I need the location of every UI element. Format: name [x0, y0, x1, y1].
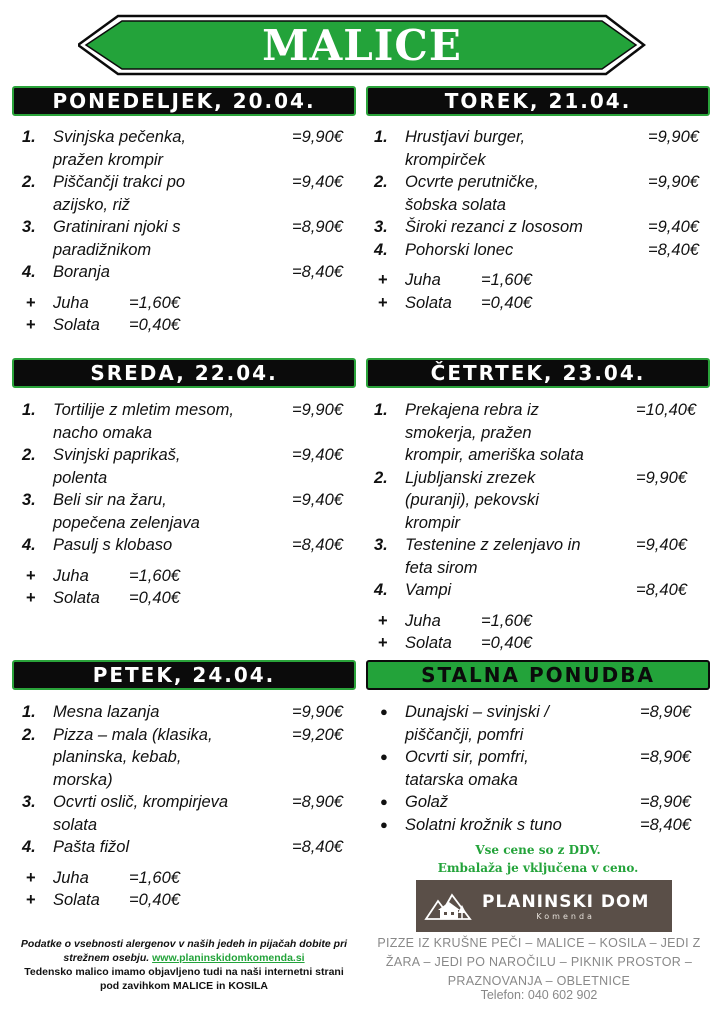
item-price: =9,40€	[292, 446, 343, 464]
logo-subtitle: Komenda	[536, 911, 595, 921]
item-name: Golaž	[405, 793, 449, 811]
extra-name: Solata	[53, 589, 100, 607]
menu-item	[374, 579, 710, 602]
extra-name: Juha	[405, 611, 441, 630]
item-number: 1.	[374, 128, 388, 146]
stalna-ponudba-menu	[374, 701, 710, 836]
menu-item	[22, 126, 356, 171]
item-price: =9,40€	[648, 218, 699, 236]
menu-item	[22, 836, 356, 859]
item-number: 4.	[22, 536, 36, 554]
item-name: Pašta fižol	[53, 838, 130, 856]
item-number: 4.	[374, 240, 388, 259]
plus-sign: +	[26, 589, 36, 607]
stalna-item	[374, 814, 710, 837]
extra-price: =1,60€	[129, 293, 180, 312]
menu-item	[374, 216, 710, 239]
item-name: Hrustjavi burger, krompirček	[405, 128, 526, 169]
extra-price: =0,40€	[129, 316, 180, 334]
item-price: =10,40€	[636, 401, 697, 419]
item-name: Prekajena rebra iz smokerja, pražen krompir, ameriška solata	[405, 401, 584, 464]
monday-header: PONEDELJEK, 20.04.	[12, 86, 356, 116]
item-number: 3.	[374, 218, 388, 236]
stalna-ponudba-header: STALNA PONUDBA	[366, 660, 710, 690]
thursday-menu	[374, 399, 710, 655]
item-price: =9,90€	[292, 703, 343, 721]
extra-price: =0,40€	[481, 634, 532, 652]
menu-item	[374, 126, 710, 171]
vat-note: Vse cene so z DDV.	[475, 843, 601, 857]
extra-item	[22, 587, 356, 610]
extra-price: =0,40€	[129, 891, 180, 909]
item-number: 3.	[22, 491, 36, 509]
plus-sign: +	[378, 634, 388, 652]
extra-price: =0,40€	[481, 293, 532, 312]
extra-price: =1,60€	[129, 566, 180, 585]
menu-item	[22, 216, 356, 261]
item-name: Gratinirani njoki s paradižnikom	[53, 218, 181, 259]
item-name: Ocvrti sir, pomfri, tatarska omaka	[405, 748, 529, 789]
extra-name: Solata	[405, 634, 452, 652]
extra-item	[22, 565, 356, 588]
item-price: =9,20€	[292, 725, 343, 744]
extra-item	[22, 314, 356, 337]
item-name: Vampi	[405, 581, 452, 599]
item-price: =8,40€	[640, 815, 691, 834]
extra-name: Juha	[53, 293, 89, 312]
extra-item	[22, 867, 356, 890]
item-name: Piščančji trakci po azijsko, riž	[53, 173, 186, 214]
item-price: =8,90€	[640, 748, 691, 766]
item-price: =8,40€	[292, 263, 343, 281]
extra-item	[374, 632, 710, 655]
extra-name: Solata	[53, 891, 100, 909]
item-price: =9,90€	[636, 468, 687, 487]
allergen-text: Podatke o vsebnosti alergenov v naših jedeh in pijačah dobite pri strežnem osebju.	[20, 938, 348, 964]
item-number: 3.	[22, 793, 36, 811]
extra-item	[22, 889, 356, 912]
packaging-note: Embalaža je vključena v ceno.	[437, 861, 639, 875]
website-link[interactable]: www.planinskidomkomenda.si	[152, 952, 305, 964]
item-price: =9,90€	[292, 128, 343, 146]
plus-sign: +	[26, 891, 36, 909]
stalna-item	[374, 791, 710, 814]
extra-item	[374, 269, 710, 292]
plus-sign: +	[378, 293, 388, 312]
menu-item	[374, 467, 710, 535]
item-number: 1.	[374, 401, 388, 419]
page-title: MALICE	[262, 20, 462, 70]
item-name: Dunajski – svinjski / piščančji, pomfri	[405, 703, 549, 744]
plus-sign: +	[26, 316, 36, 334]
extras-list	[374, 269, 710, 314]
item-price: =9,40€	[292, 491, 343, 509]
mountain-house-icon	[424, 889, 474, 923]
item-price: =9,90€	[292, 401, 343, 419]
monday-menu	[22, 126, 356, 337]
item-price: =9,90€	[648, 128, 699, 146]
weekly-menu-note: Tedensko malico imamo objavljeno tudi na naši internetni strani pod zavihkom MALICE in KOSILA	[24, 966, 344, 992]
friday-header: PETEK, 24.04.	[12, 660, 356, 690]
item-price: =8,40€	[292, 536, 343, 554]
item-name: Tortilije z mletim mesom, nacho omaka	[53, 401, 234, 442]
item-number: 1.	[22, 703, 36, 721]
item-price: =9,40€	[636, 536, 687, 554]
plus-sign: +	[26, 566, 36, 585]
menu-item	[374, 239, 710, 262]
menu-item	[22, 724, 356, 792]
bullet-icon: ●	[380, 704, 388, 719]
item-number: 2.	[374, 173, 388, 191]
bullet-icon: ●	[380, 749, 388, 764]
bullet-icon: ●	[380, 794, 388, 809]
item-name: Pohorski lonec	[405, 240, 514, 259]
item-price: =8,40€	[292, 838, 343, 856]
item-name: Mesna lazanja	[53, 703, 160, 721]
stalna-item	[374, 746, 710, 791]
item-price: =8,40€	[636, 581, 687, 599]
item-name: Ocvrti oslič, krompirjeva solata	[53, 793, 229, 834]
item-name: Ljubljanski zrezek (puranji), pekovski krompir	[405, 468, 539, 532]
item-number: 2.	[22, 446, 36, 464]
item-price: =9,90€	[648, 173, 699, 191]
item-number: 3.	[374, 536, 388, 554]
extra-item	[22, 292, 356, 315]
item-price: =8,90€	[292, 218, 343, 236]
item-number: 4.	[374, 581, 388, 599]
menu-item	[374, 399, 710, 467]
item-name: Ocvrte perutničke, šobska solata	[405, 173, 539, 214]
thursday-header: ČETRTEK, 23.04.	[366, 358, 710, 388]
item-name: Široki rezanci z lososom	[405, 218, 583, 236]
services-text: PIZZE IZ KRUŠNE PEČI – MALICE – KOSILA – JEDI Z ŽARA – JEDI PO NAROČILU – PIKNIK PROSTOR – PRAZNOVANJA – OBLETNICE	[377, 936, 701, 988]
bullet-icon: ●	[380, 816, 388, 832]
item-number: 1.	[22, 128, 36, 146]
plus-sign: +	[26, 293, 36, 312]
tuesday-header: TOREK, 21.04.	[366, 86, 710, 116]
item-number: 2.	[374, 468, 388, 487]
extras-list	[374, 610, 710, 655]
item-price: =8,40€	[648, 240, 699, 259]
menu-item	[22, 399, 356, 444]
extra-name: Solata	[53, 316, 100, 334]
wednesday-header: SREDA, 22.04.	[12, 358, 356, 388]
item-number: 2.	[22, 173, 36, 191]
item-name: Svinjska pečenka, pražen krompir	[53, 128, 186, 169]
item-name: Testenine z zelenjavo in feta sirom	[405, 536, 581, 577]
extra-price: =1,60€	[481, 611, 532, 630]
menu-item	[374, 534, 710, 579]
planinski-dom-logo	[416, 880, 672, 932]
item-name: Beli sir na žaru, popečena zelenjava	[53, 491, 200, 532]
stalna-item	[374, 701, 710, 746]
item-number: 4.	[22, 838, 36, 856]
menu-item	[374, 171, 710, 216]
friday-menu	[22, 701, 356, 912]
tuesday-menu	[374, 126, 710, 314]
extra-name: Juha	[53, 868, 89, 887]
item-name: Pizza – mala (klasika, planinska, kebab, morska)	[53, 725, 213, 789]
extras-list	[22, 867, 356, 912]
item-name: Svinjski paprikaš, polenta	[53, 446, 181, 487]
extra-item	[374, 610, 710, 633]
item-price: =8,90€	[292, 793, 343, 811]
title-banner	[78, 14, 646, 76]
item-number: 3.	[22, 218, 36, 236]
extra-price: =1,60€	[481, 271, 532, 289]
logo-title: PLANINSKI DOM	[482, 891, 650, 912]
item-number: 4.	[22, 263, 36, 281]
item-name: Boranja	[53, 263, 110, 281]
plus-sign: +	[378, 611, 388, 630]
menu-item	[22, 444, 356, 489]
extra-name: Juha	[53, 566, 89, 585]
plus-sign: +	[26, 868, 36, 887]
item-number: 2.	[22, 725, 36, 744]
extra-name: Solata	[405, 293, 452, 312]
extras-list	[22, 565, 356, 610]
item-price: =8,90€	[640, 703, 691, 721]
plus-sign: +	[378, 271, 388, 289]
item-number: 1.	[22, 401, 36, 419]
item-price: =8,90€	[640, 793, 691, 811]
menu-item	[22, 701, 356, 724]
extra-price: =0,40€	[129, 589, 180, 607]
wednesday-menu	[22, 399, 356, 610]
extra-price: =1,60€	[129, 868, 180, 887]
menu-item	[22, 261, 356, 284]
menu-item	[22, 489, 356, 534]
item-name: Pasulj s klobaso	[53, 536, 173, 554]
menu-item	[22, 791, 356, 836]
menu-item	[22, 534, 356, 557]
extras-list	[22, 292, 356, 337]
extra-item	[374, 292, 710, 315]
item-price: =9,40€	[292, 173, 343, 191]
allergen-note	[14, 937, 354, 993]
item-name: Solatni krožnik s tuno	[405, 815, 562, 834]
menu-item	[22, 171, 356, 216]
phone-number: Telefon: 040 602 902	[480, 988, 598, 1002]
extra-name: Juha	[405, 271, 441, 289]
